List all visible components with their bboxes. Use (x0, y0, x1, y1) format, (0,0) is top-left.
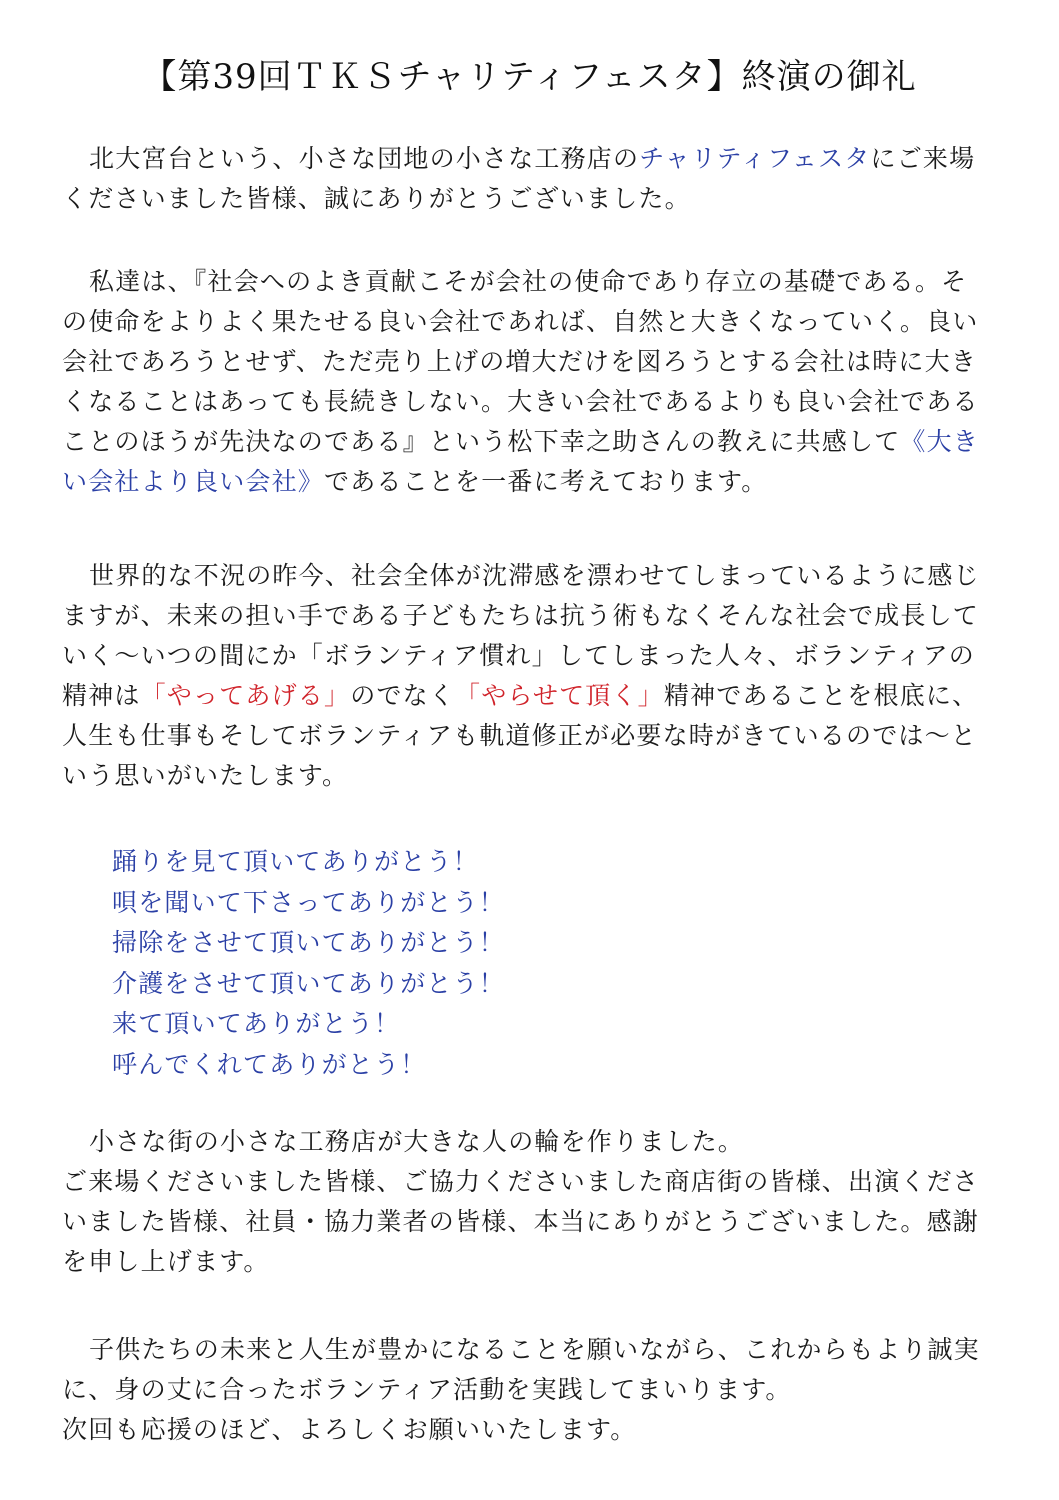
text-line: 私達は、『社会へのよき貢献こそが会社の使命であり存立の基礎である。そ (89, 267, 968, 296)
text-line (62, 422, 980, 462)
list-item: 唄を聞いて下さってありがとう！ (112, 887, 506, 917)
text-line: くなることはあっても長続きしない。大きい会社であるよりも良い会社である (62, 387, 979, 416)
highlight-good-company: い会社より良い会社》 (62, 467, 325, 496)
text-line (62, 676, 979, 716)
list-item: 介護をさせて頂いてありがとう！ (112, 968, 506, 998)
list-item: 掃除をさせて頂いてありがとう！ (112, 928, 506, 957)
text-line: 子供たちの未来と人生が豊かになることを願いながら、これからもより誠実 (89, 1335, 980, 1364)
list-item: 踊りを見て頂いてありがとう！ (112, 847, 479, 876)
paragraph-appreciation (62, 1122, 980, 1282)
text-span: にご来場 (870, 144, 976, 173)
text-line: を申し上げます。 (62, 1247, 270, 1276)
text-line (62, 139, 976, 179)
highlight-charity-festa: チャリティフェスタ (639, 144, 871, 173)
text-span: 精神であることを根底に、 (663, 681, 979, 710)
highlight-yarasete-itadaku: 「やらせて頂く」 (455, 681, 664, 710)
paragraph-greeting (62, 139, 976, 219)
text-line (62, 462, 962, 502)
paragraph-closing (62, 1330, 980, 1450)
highlight-good-company: 《大き (900, 427, 980, 456)
text-line: いました皆様、社員・協力業者の皆様、本当にありがとうございました。感謝 (62, 1207, 980, 1236)
list-item: 呼んでくれてありがとう！ (112, 1049, 427, 1079)
highlight-yatte-ageru: 「やってあげる」 (140, 681, 351, 710)
text-line: の使命をよりよく果たせる良い会社であれば、自然と大きくなっていく。良い (62, 307, 979, 336)
text-span: ことのほうが先決なのである』という松下幸之助さんの教えに共感して (62, 427, 901, 456)
text-span: であることを一番に考えております。 (324, 467, 768, 496)
list-item: 来て頂いてありがとう！ (112, 1009, 401, 1038)
thanks-list (112, 842, 505, 1085)
text-line: ご来場くださいました皆様、ご協力くださいました商店街の皆様、出演くださ (62, 1167, 980, 1196)
text-line: 小さな街の小さな工務店が大きな人の輪を作りました。 (89, 1127, 745, 1156)
page-title: 【第39回ＴＫＳチャリティフェスタ】終演の御礼 (142, 57, 917, 97)
text-span: のでなく (350, 681, 456, 710)
text-line: に、身の丈に合ったボランティア活動を実践してまいります。 (62, 1375, 792, 1404)
text-span: 北大宮台という、小さな団地の小さな工務店の (89, 144, 640, 173)
text-span: 精神は (62, 681, 141, 710)
text-line: 次回も応援のほど、よろしくお願いいたします。 (62, 1415, 637, 1444)
text-line: 会社であろうとせず、ただ売り上げの増大だけを図ろうとする会社は時に大き (62, 347, 978, 376)
text-line: いく～いつの間にか「ボランティア慣れ」してしまった人々、ボランティアの (62, 641, 976, 670)
text-line: 世界的な不況の昨今、社会全体が沈滞感を漂わせてしまっているように感じ (89, 561, 980, 590)
paragraph-volunteer (62, 556, 980, 796)
text-line: 人生も仕事もそしてボランティアも軌道修正が必要な時がきているのでは～と (62, 721, 978, 750)
text-line: ますが、未来の担い手である子どもたちは抗う術もなくそんな社会で成長して (62, 601, 980, 630)
text-line: くださいました皆様、誠にありがとうございました。 (62, 184, 691, 213)
text-line: いう思いがいたします。 (62, 761, 349, 790)
paragraph-philosophy (62, 262, 980, 502)
